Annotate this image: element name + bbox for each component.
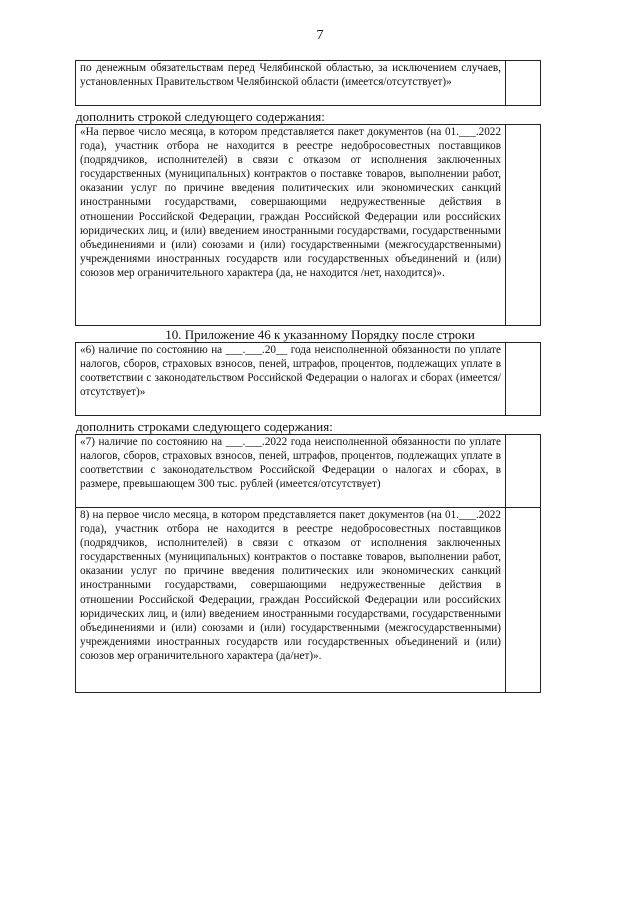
criterion-text: «На первое число месяца, в котором представляется пакет документов (на 01.___.2022 года), участник отбора не находится в реестре недобросовестных поставщиков (подрядчиков, исполнителей) в связи с отказом от исполнения заключенных государственных (муниципальных) контрактов о поставке товаров, выполнении работ, оказании услуг по причине введения политических или экономических санкций иностранными государствами, совершающими недружественные действия в отношении Российской Федерации, граждан Российской Федерации или российских юридических лиц, и (или) введением иностранными государствами, государственными объединениями и (или) союзами и (или) государственными (межгосударственными) учреждениями иностранных государств или государственных объединений и (или) союзов мер ограничительного характера (да, не находится /нет, находится)». — [76, 125, 506, 326]
table-row — [76, 343, 541, 416]
criterion-text: «6) наличие по состоянию на ___.___.20__ года неисполненной обязанности по уплате налогов, сборов, страховых взносов, пеней, штрафов, процентов, подлежащих уплате в соответствии с законодательством Российской Федерации о налогах и сборах (имеется/отсутствует)» — [76, 343, 506, 416]
table-row — [76, 508, 541, 693]
table-row — [76, 125, 541, 326]
criterion-value-cell — [506, 508, 541, 693]
criterion-text: 8) на первое число месяца, в котором представляется пакет документов (на 01.___.2022 года), участник отбора не находится в реестре недобросовестных поставщиков (подрядчиков, исполнителей) в связи с отказом от исполнения заключенных государственных (муниципальных) контрактов о поставке товаров, выполнении работ, оказании услуг по причине введения политических или экономических санкций иностранными государствами, совершающими недружественные действия в отношении Российской Федерации, граждан Российской Федерации или российских юридических лиц, и (или) введением иностранными государствами, государственными объединениями и (или) союзами и (или) государственными (межгосударственными) учреждениями иностранных государств или государственных объединений и (или) союзов мер ограничительного характера (да/нет)». — [76, 508, 506, 693]
table-row — [76, 61, 541, 106]
section-heading: дополнить строкой следующего содержания: — [76, 109, 325, 124]
table-tax-obligations-regional — [75, 60, 541, 106]
criterion-value-cell — [506, 125, 541, 326]
table-added-criteria — [75, 434, 541, 693]
table-row — [76, 435, 541, 508]
criterion-value-cell — [506, 435, 541, 508]
section-heading-appendix-46: 10. Приложение 46 к указанному Порядку после строки — [165, 327, 475, 342]
criterion-value-cell — [506, 61, 541, 106]
page-number: 7 — [316, 28, 324, 43]
criterion-text: по денежным обязательствам перед Челябинской областью, за исключением случаев, установленных Правительством Челябинской области (имеется/отсутствует)» — [76, 61, 506, 106]
table-tax-obligations — [75, 342, 541, 416]
criterion-value-cell — [506, 343, 541, 416]
section-heading: дополнить строками следующего содержания: — [76, 419, 333, 434]
criterion-text: «7) наличие по состоянию на ___.___.2022 года неисполненной обязанности по уплате налогов, сборов, страховых взносов, пеней, штрафов, процентов, подлежащих уплате в соответствии с законодательством Российской Федерации о налогах и сборах, в размере, превышающем 300 тыс. рублей (имеется/отсутствует) — [76, 435, 506, 508]
table-sanctions-registry — [75, 124, 541, 326]
